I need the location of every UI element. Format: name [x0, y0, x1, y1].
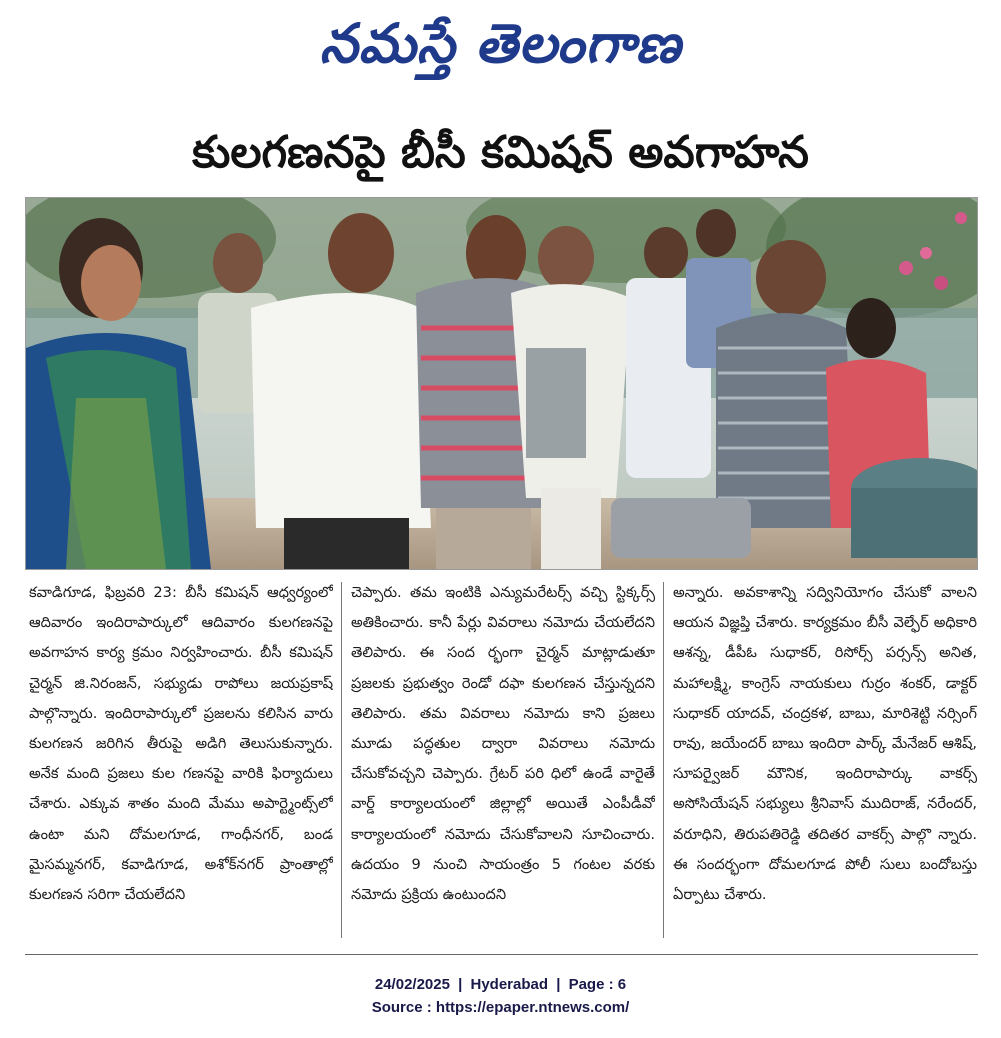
- column-divider: [341, 582, 342, 938]
- news-photo-icon: [26, 198, 977, 569]
- footer: [0, 973, 1001, 1019]
- footer-city: Hyderabad: [470, 976, 549, 993]
- article-headline: కులగణనపై బీసీ కమిషన్ అవగాహన: [192, 127, 809, 178]
- footer-source[interactable]: Source : https://epaper.ntnews.com/: [371, 999, 630, 1016]
- article-column-3: అన్నారు. అవకాశాన్ని సద్వినియోగం చేసుకో వాలని ఆయన విజ్ఞప్తి చేశారు. కార్యక్రమం బీసీ వెల్ఫేర్ అధికారి ఆశన్న, డీపీఓ సుధాకర్, రిసోర్స్ పర్సన్స్ అనిత, మహాలక్ష్మి, కాంగ్రెస్ నాయకులు గుర్రం శంకర్, డాక్టర్ సుధాకర్ యాదవ్, చంద్రకళ, బాబు, మారిశెట్టి నర్సింగ్ రావు, జయేందర్ బాబు ఇందిరా పార్క్ మేనేజర్ ఆశిష్, సూపర్వైజర్ మౌనిక, ఇందిరాపార్కు వాకర్స్ అసోసియేషన్ సభ్యులు శ్రీనివాస్ ముదిరాజ్, నరేందర్, వరూధిని, తిరుపతిరెడ్డి తదితర వాకర్స్ పాల్గొ న్నారు. ఈ సందర్భంగా దోమలగూడ పోలీ సులు బందోబస్తు ఏర్పాటు చేశారు.: [673, 584, 977, 904]
- article-photo: [25, 197, 978, 570]
- footer-dateline: [0, 973, 1001, 996]
- footer-page: Page : 6: [568, 976, 627, 993]
- footer-date: 24/02/2025: [374, 976, 450, 993]
- footer-separator: |: [458, 976, 463, 993]
- article-column-2: చెప్పారు. తమ ఇంటికి ఎన్యుమరేటర్స్ వచ్చి స్టిక్కర్స్ అతికించారు. కానీ పేర్లు వివరాలు నమోదు చేయలేదని తెలిపారు. ఈ సంద ర్భంగా చైర్మన్ మాట్లాడుతూ ప్రజలకు ప్రభుత్వం రెండో దఫా కులగణన చేస్తున్నదని తెలిపారు. తమ వివరాలు నమోదు కాని ప్రజలు మూడు పద్ధతుల ద్వారా వివరాలు నమోదు చేసుకోవచ్చని చెప్పారు. గ్రేటర్ పరి ధిలో ఉండే వారైతే వార్డ్ కార్యాలయంలో జిల్లాల్లో అయితే ఎంపీడీవో కార్యాలయంలో నమోదు చేసుకోవాలని సూచించారు. ఉదయం 9 నుంచి సాయంత్రం 5 గంటల వరకు నమోదు ప్రక్రియ ఉంటుందని: [351, 584, 655, 904]
- footer-rule: [25, 954, 978, 955]
- article-column-1: కవాడిగూడ, ఫిబ్రవరి 23: బీసీ కమిషన్ ఆధ్వర్యంలో ఆదివారం ఇందిరాపార్కులో ఆదివారం కులగణనపై అవగాహన కార్య క్రమం నిర్వహించారు. బీసీ కమిషన్ చైర్మన్ జి.నిరంజన్, సభ్యుడు రాపోలు జయప్రకాష్ పాల్గొన్నారు. ఇందిరాపార్కులో ప్రజలను కలిసిన వారు కులగణన జరిగిన తీరుపై అడిగి తెలుసుకున్నారు. అనేక మంది ప్రజలు కుల గణనపై వారికి ఫిర్యాదులు చేశారు. ఎక్కువ శాతం మంది మేము అపార్ట్మెంట్స్‌లో ఉంటా మని దోమలగూడ, గాంధీనగర్, బండ మైసమ్మనగర్, కవాడిగూడ, అశోక్‌నగర్ ప్రాంతాల్లో కులగణన సరిగా చేయలేదని: [29, 584, 333, 904]
- footer-separator: |: [556, 976, 561, 993]
- masthead-title: నమస్తే తెలంగాణ: [319, 11, 682, 75]
- column-divider: [663, 582, 664, 938]
